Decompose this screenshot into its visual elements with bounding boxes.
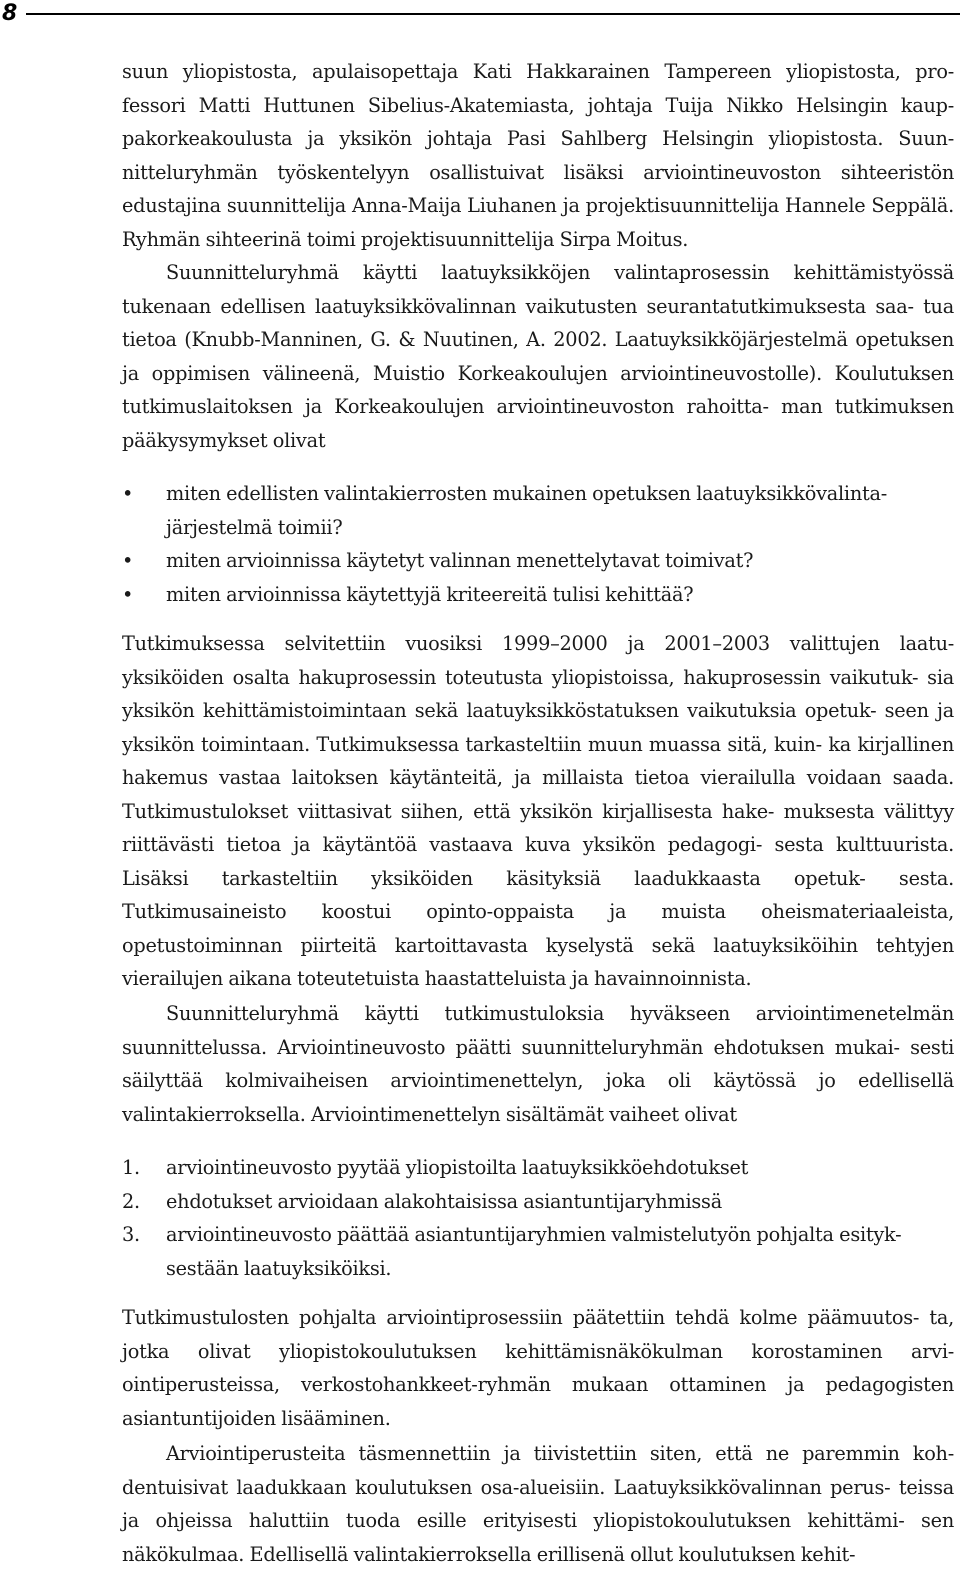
text-line: miten arvioinnissa käytettyjä kriteereitä tulisi kehittää? bbox=[166, 582, 694, 606]
text-line: yksiköiden osalta hakuprosessin toteutusta yliopistoissa, hakuprosessin vaikutuk- bbox=[122, 665, 919, 689]
body-paragraph-main-changes bbox=[122, 1301, 954, 1435]
list-marker: 3. bbox=[122, 1223, 140, 1246]
body-paragraph-method-planning bbox=[122, 997, 954, 1131]
text-line: ointiperusteissa, verkostohankkeet-ryhmän mukaan ottaminen ja pedagogisten bbox=[122, 1373, 954, 1396]
text-line: opetustoiminnan piirteitä kartoittavasta kyselystä sekä laatuyksiköihin tehtyjen bbox=[122, 933, 954, 957]
header-rule bbox=[26, 13, 960, 15]
text-line: arviointineuvosto päättää asiantuntijaryhmien valmistelutyön pohjalta esityk- bbox=[166, 1223, 902, 1246]
text-line: sesti säilyttää kolmivaiheisen arviointimenettelyn, joka oli käytössä jo edellisellä bbox=[122, 1035, 954, 1092]
text-line: Seppälä. Ryhmän sihteerinä toimi projektisuunnittelija Sirpa Moitus. bbox=[122, 194, 954, 251]
evaluation-phase-item bbox=[122, 1185, 954, 1219]
list-marker: 2. bbox=[122, 1189, 140, 1213]
text-line: sestään laatuyksiköiksi. bbox=[166, 1256, 392, 1280]
list-marker: • bbox=[122, 549, 134, 572]
paragraph bbox=[122, 1301, 954, 1435]
text-line: fessori Matti Huttunen Sibelius-Akatemiasta, johtaja Tuija Nikko Helsingin kaup- bbox=[122, 93, 954, 117]
text-line: nitteluryhmän työskentelyyn osallistuivat lisäksi arviointineuvoston sihteeristön bbox=[122, 160, 954, 184]
research-question-item bbox=[122, 578, 954, 612]
text-line: asiantuntijoiden lisääminen. bbox=[122, 1406, 391, 1430]
research-question-item bbox=[122, 477, 954, 544]
text-line: vierailujen aikana toteutetuista haastatteluista ja havainnoinnista. bbox=[122, 967, 752, 990]
text-line: sesta kulttuurista. Lisäksi tarkasteltiin yksiköiden käsityksiä laadukkaasta opetuk- bbox=[122, 833, 954, 890]
text-line: järjestelmä toimii? bbox=[166, 515, 343, 539]
text-line: pakorkeakoulusta ja yksikön johtaja Pasi Sahlberg Helsingin yliopistosta. Suun- bbox=[122, 127, 954, 150]
text-line: Koulutuksen tutkimuslaitoksen ja Korkeakoulujen arviointineuvoston rahoitta- bbox=[122, 361, 954, 418]
text-line: dentuisivat laadukkaan koulutuksen osa-alueisiin. Laatuyksikkövalinnan perus- bbox=[122, 1475, 891, 1499]
page-header bbox=[0, 0, 960, 30]
text-line: sesta. Tutkimusaineisto koostui opinto-oppaista ja muista oheismateriaaleista, bbox=[122, 866, 954, 923]
text-line: teissa ja ohjeissa haluttiin tuoda esille erityisesti yliopistokoulutuksen kehittämi- bbox=[122, 1475, 954, 1532]
body-paragraph-research-questions-intro bbox=[122, 256, 954, 457]
list-marker: 1. bbox=[122, 1156, 140, 1179]
paragraph bbox=[122, 1437, 954, 1571]
body-paragraph-criteria bbox=[122, 1437, 954, 1571]
evaluation-phases-list bbox=[122, 1151, 954, 1285]
text-line: man tutkimuksen pääkysymykset olivat bbox=[122, 395, 954, 452]
text-line: Suunnitteluryhmä käytti laatuyksikköjen valintaprosessin kehittämistyössä bbox=[166, 261, 954, 284]
text-line: suun yliopistosta, apulaisopettaja Kati Hakkarainen Tampereen yliopistosta, pro- bbox=[122, 60, 954, 83]
evaluation-phase-item bbox=[122, 1151, 954, 1185]
paragraph bbox=[122, 627, 954, 996]
text-line: tua tietoa (Knubb-Manninen, G. & Nuutinen, A. 2002. Laatuyksikköjärjestelmä bbox=[122, 294, 954, 351]
text-line: opetuksen ja oppimisen välineenä, Muistio Korkeakoulujen arviointineuvostolle). bbox=[122, 328, 954, 385]
research-questions-list bbox=[122, 477, 954, 611]
text-line: ehdotukset arvioidaan alakohtaisissa asiantuntijaryhmissä bbox=[166, 1189, 722, 1213]
text-line: sia yksikön kehittämistoimintaan sekä laatuyksikköstatuksen vaikutuksia opetuk- bbox=[122, 665, 954, 722]
list-marker: • bbox=[122, 482, 134, 505]
text-line: arviointineuvosto pyytää yliopistoilta laatuyksikköehdotukset bbox=[166, 1156, 749, 1179]
evaluation-phase-item bbox=[122, 1218, 954, 1285]
text-line: edustajina suunnittelija Anna-Maija Liuhanen ja projektisuunnittelija Hannele bbox=[122, 194, 866, 217]
paragraph bbox=[122, 55, 954, 256]
text-line: ta, jotka olivat yliopistokoulutuksen kehittämisnäkökulman korostaminen arvi- bbox=[122, 1306, 954, 1363]
text-line: voidaan saada. Tutkimustulokset viittasivat siihen, että yksikön kirjallisesta hake- bbox=[122, 766, 954, 823]
text-line: miten arvioinnissa käytetyt valinnan menettelytavat toimivat? bbox=[166, 549, 754, 572]
text-line: Suunnitteluryhmä käytti tutkimustuloksia hyväkseen arviointimenetelmän bbox=[166, 1002, 954, 1025]
text-line: miten edellisten valintakierrosten mukainen opetuksen laatuyksikkövalinta- bbox=[166, 482, 888, 505]
text-line: Tutkimuksessa selvitettiin vuosiksi 1999–2000 ja 2001–2003 valittujen laatu- bbox=[122, 632, 954, 655]
text-line: sen näkökulmaa. Edellisellä valintakierroksella erillisenä ollut koulutuksen kehit- bbox=[122, 1509, 954, 1566]
list-marker: • bbox=[122, 582, 134, 606]
body-paragraph-participants bbox=[122, 55, 954, 256]
text-line: Tutkimustulosten pohjalta arviointiprosessiin päätettiin tehdä kolme päämuutos- bbox=[122, 1306, 920, 1329]
body-paragraph-study-description bbox=[122, 627, 954, 996]
text-line: tukenaan edellisen laatuyksikkövalinnan vaikutusten seurantatutkimuksesta saa- bbox=[122, 294, 914, 318]
research-question-item bbox=[122, 544, 954, 578]
text-line: muksesta välittyy riittävästi tietoa ja käytäntöä vastaava kuva yksikön pedagogi- bbox=[122, 799, 954, 856]
page-number: 8 bbox=[2, 1, 18, 26]
text-line: suunnittelussa. Arviointineuvosto päätti suunnitteluryhmän ehdotuksen mukai- bbox=[122, 1035, 900, 1059]
text-line: ka kirjallinen hakemus vastaa laitoksen käytänteitä, ja millaista tietoa vierailulla bbox=[122, 732, 954, 789]
paragraph bbox=[122, 256, 954, 457]
text-line: valintakierroksella. Arviointimenettelyn sisältämät vaiheet olivat bbox=[122, 1102, 737, 1126]
text-line: seen ja yksikön toimintaan. Tutkimuksessa tarkasteltiin muun muassa sitä, kuin- bbox=[122, 699, 954, 756]
paragraph bbox=[122, 997, 954, 1131]
text-line: Arviointiperusteita täsmennettiin ja tiivistettiin siten, että ne paremmin koh- bbox=[166, 1442, 954, 1465]
